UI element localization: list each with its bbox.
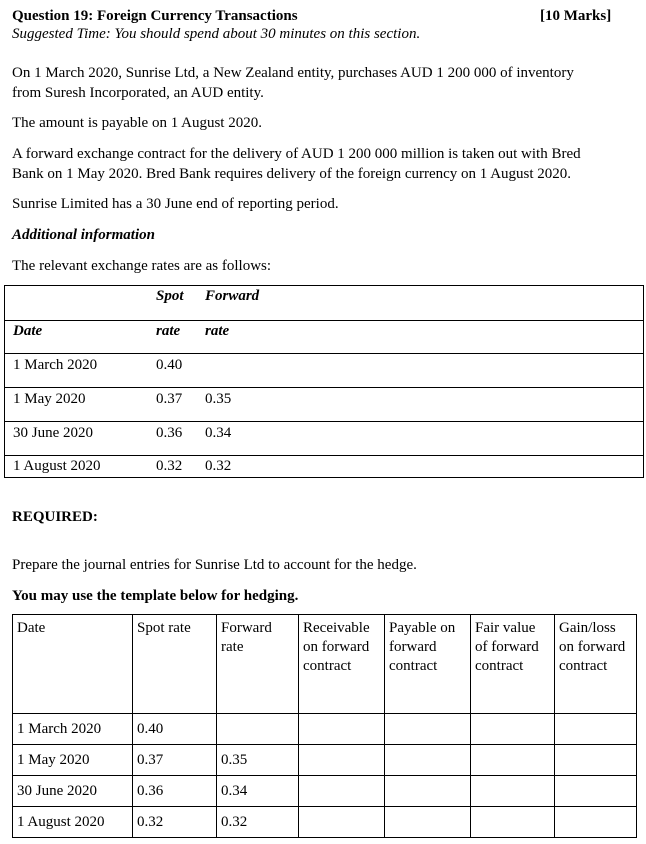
template-gain-loss-cell[interactable] bbox=[555, 714, 637, 745]
rates-header-row bbox=[5, 320, 643, 354]
rates-row bbox=[5, 421, 643, 456]
template-row bbox=[13, 745, 637, 776]
template-payable-cell[interactable] bbox=[385, 776, 471, 807]
template-header-forward: Forward rate bbox=[217, 615, 299, 714]
template-gain-loss-cell[interactable] bbox=[555, 745, 637, 776]
template-payable-cell[interactable] bbox=[385, 807, 471, 838]
template-spot: 0.40 bbox=[133, 714, 217, 745]
required-heading: REQUIRED: bbox=[12, 509, 98, 525]
template-header-gain-loss: Gain/loss on forward contract bbox=[555, 615, 637, 714]
template-receivable-cell[interactable] bbox=[299, 714, 385, 745]
template-header-fair-value: Fair value of forward contract bbox=[471, 615, 555, 714]
rate-forward: 0.35 bbox=[205, 391, 232, 407]
rate-spot: 0.40 bbox=[156, 357, 183, 373]
header-spot-bottom: rate bbox=[156, 323, 181, 339]
required-instruction: Prepare the journal entries for Sunrise Ltd to account for the hedge. bbox=[12, 557, 417, 573]
template-fair-value-cell[interactable] bbox=[471, 807, 555, 838]
paragraph-payable: The amount is payable on 1 August 2020. bbox=[12, 115, 262, 131]
template-header-receivable: Receivable on forward contract bbox=[299, 615, 385, 714]
template-row bbox=[13, 776, 637, 807]
template-date: 1 May 2020 bbox=[13, 745, 133, 776]
template-header-row bbox=[13, 615, 637, 714]
rate-date: 1 May 2020 bbox=[13, 391, 86, 407]
header-forward-top: Forward bbox=[205, 288, 260, 304]
template-header-payable: Payable on forward contract bbox=[385, 615, 471, 714]
template-note: You may use the template below for hedging. bbox=[12, 588, 299, 604]
exchange-rates-table bbox=[4, 285, 644, 478]
template-receivable-cell[interactable] bbox=[299, 745, 385, 776]
paragraph-purchase bbox=[12, 63, 632, 103]
paragraph-forward-contract bbox=[12, 144, 632, 184]
rate-forward: 0.34 bbox=[205, 425, 232, 441]
template-receivable-cell[interactable] bbox=[299, 807, 385, 838]
template-spot: 0.32 bbox=[133, 807, 217, 838]
rates-row bbox=[5, 455, 643, 478]
paragraph-purchase-line1: On 1 March 2020, Sunrise Ltd, a New Zealand entity, purchases AUD 1 200 000 of inventory bbox=[12, 65, 574, 81]
rate-spot: 0.32 bbox=[156, 458, 183, 474]
header-spot-top: Spot bbox=[156, 288, 184, 304]
rate-forward: 0.32 bbox=[205, 458, 232, 474]
paragraph-reporting-period: Sunrise Limited has a 30 June end of reporting period. bbox=[12, 196, 339, 212]
template-date: 1 March 2020 bbox=[13, 714, 133, 745]
rate-date: 1 March 2020 bbox=[13, 357, 98, 373]
question-title: Question 19: Foreign Currency Transactions bbox=[12, 8, 298, 24]
template-fair-value-cell[interactable] bbox=[471, 745, 555, 776]
template-spot: 0.37 bbox=[133, 745, 217, 776]
template-date: 1 August 2020 bbox=[13, 807, 133, 838]
header-forward-bottom: rate bbox=[205, 323, 230, 339]
rate-date: 30 June 2020 bbox=[13, 425, 93, 441]
template-fair-value-cell[interactable] bbox=[471, 776, 555, 807]
rates-intro: The relevant exchange rates are as follows: bbox=[12, 258, 272, 274]
template-row bbox=[13, 807, 637, 838]
rate-spot: 0.37 bbox=[156, 391, 183, 407]
rates-row bbox=[5, 353, 643, 388]
header-date: Date bbox=[13, 323, 43, 339]
template-date: 30 June 2020 bbox=[13, 776, 133, 807]
rate-spot: 0.36 bbox=[156, 425, 183, 441]
template-spot: 0.36 bbox=[133, 776, 217, 807]
template-forward: 0.35 bbox=[217, 745, 299, 776]
paragraph-forward-line2: Bank on 1 May 2020. Bred Bank requires delivery of the foreign currency on 1 August 2020. bbox=[12, 166, 572, 182]
template-forward: 0.34 bbox=[217, 776, 299, 807]
hedging-template-table bbox=[12, 614, 637, 838]
rates-row bbox=[5, 387, 643, 422]
template-gain-loss-cell[interactable] bbox=[555, 776, 637, 807]
template-row bbox=[13, 714, 637, 745]
template-forward bbox=[217, 714, 299, 745]
template-header-date: Date bbox=[13, 615, 133, 714]
additional-info-heading: Additional information bbox=[12, 227, 155, 243]
template-gain-loss-cell[interactable] bbox=[555, 807, 637, 838]
rate-date: 1 August 2020 bbox=[13, 458, 101, 474]
question-marks: [10 Marks] bbox=[540, 8, 612, 24]
template-header-spot: Spot rate bbox=[133, 615, 217, 714]
suggested-time: Suggested Time: You should spend about 30 minutes on this section. bbox=[12, 26, 421, 42]
template-forward: 0.32 bbox=[217, 807, 299, 838]
template-fair-value-cell[interactable] bbox=[471, 714, 555, 745]
paragraph-purchase-line2: from Suresh Incorporated, an AUD entity. bbox=[12, 85, 264, 101]
paragraph-forward-line1: A forward exchange contract for the delivery of AUD 1 200 000 million is taken out with Bred bbox=[12, 146, 581, 162]
template-payable-cell[interactable] bbox=[385, 714, 471, 745]
template-receivable-cell[interactable] bbox=[299, 776, 385, 807]
template-payable-cell[interactable] bbox=[385, 745, 471, 776]
